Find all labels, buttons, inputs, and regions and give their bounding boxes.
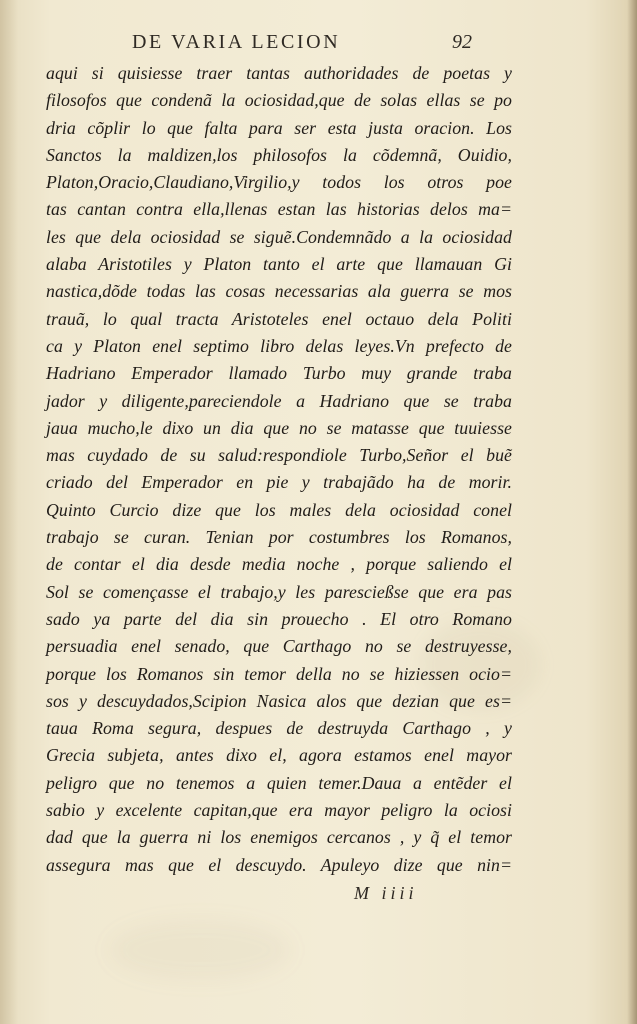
- body-text: [46, 60, 512, 879]
- text-line: alaba Aristotiles y Platon tanto el arte que llamauan Gi: [46, 254, 512, 275]
- text-line: jaua mucho,le dixo un dia que no se matasse que tuuiesse: [46, 417, 512, 438]
- text-line: sos y descuydados,Scipion Nasica alos que dezian que es=: [46, 690, 512, 711]
- text-line: mas cuydado de su salud:respondiole Turbo,Señor el buẽ: [46, 445, 512, 466]
- text-line: criado del Emperador en pie y trabajãdo ha de morir.: [46, 472, 512, 493]
- text-line: trabajo se curan. Tenian por costumbres los Romanos,: [46, 527, 512, 548]
- text-line: tas cantan contra ella,llenas estan las historias delos ma=: [46, 199, 512, 220]
- page-edge: [627, 0, 637, 1024]
- running-title: DE VARIA LECION: [132, 31, 341, 53]
- text-line: Platon,Oracio,Claudiano,Virgilio,y todos los otros poe: [46, 172, 512, 193]
- text-line: Sanctos la maldizen,los philosofos la cõdemnã, Ouidio,: [46, 144, 512, 165]
- text-line: porque los Romanos sin temor della no se hiziessen ocio=: [46, 663, 512, 684]
- text-line: trauã, lo qual tracta Aristoteles enel octauo dela Politi: [46, 308, 512, 329]
- text-line: aqui si quisiesse traer tantas authoridades de poetas y: [46, 63, 512, 83]
- signature-mark: M iiii: [354, 883, 418, 903]
- text-line: les que dela ociosidad se siguẽ.Condemnãdo a la ociosidad: [46, 226, 512, 247]
- text-line: persuadia enel senado, que Carthago no se destruyesse,: [46, 636, 512, 657]
- text-line: nastica,dõde todas las cosas necessarias ala guerra se mos: [46, 281, 512, 302]
- folio-number: 92: [452, 31, 472, 53]
- paper-stain: [110, 920, 290, 980]
- text-line: assegura mas que el descuydo. Apuleyo dize que nin=: [46, 854, 512, 875]
- page-header: [0, 30, 637, 60]
- text-line: sabio y excelente capitan,que era mayor peligro la ociosi: [46, 800, 512, 821]
- text-line: filosofos que condenã la ociosidad,que de solas ellas se po: [46, 90, 512, 111]
- text-line: dad que la guerra ni los enemigos cercanos , y q̃ el temor: [46, 827, 512, 848]
- text-line: dria cõplir lo que falta para ser esta justa oracion. Los: [46, 117, 512, 138]
- text-line: Hadriano Emperador llamado Turbo muy grande traba: [46, 363, 512, 384]
- text-line: sado ya parte del dia sin prouecho . El otro Romano: [46, 608, 512, 629]
- text-line: Sol se començasse el trabajo,y les parescießse que era pas: [46, 581, 512, 602]
- text-line: taua Roma segura, despues de destruyda Carthago , y: [46, 718, 512, 739]
- text-line: ca y Platon enel septimo libro delas leyes.Vn prefecto de: [46, 335, 512, 356]
- gutter-shadow: [0, 0, 18, 1024]
- text-line: Grecia subjeta, antes dixo el, agora estamos enel mayor: [46, 745, 512, 766]
- text-line: de contar el dia desde media noche , porque saliendo el: [46, 554, 512, 575]
- text-line: Quinto Curcio dize que los males dela ociosidad conel: [46, 499, 512, 520]
- text-line: peligro que no tenemos a quien temer.Daua a entẽder el: [46, 772, 512, 793]
- text-line: jador y diligente,pareciendole a Hadriano que se traba: [46, 390, 512, 411]
